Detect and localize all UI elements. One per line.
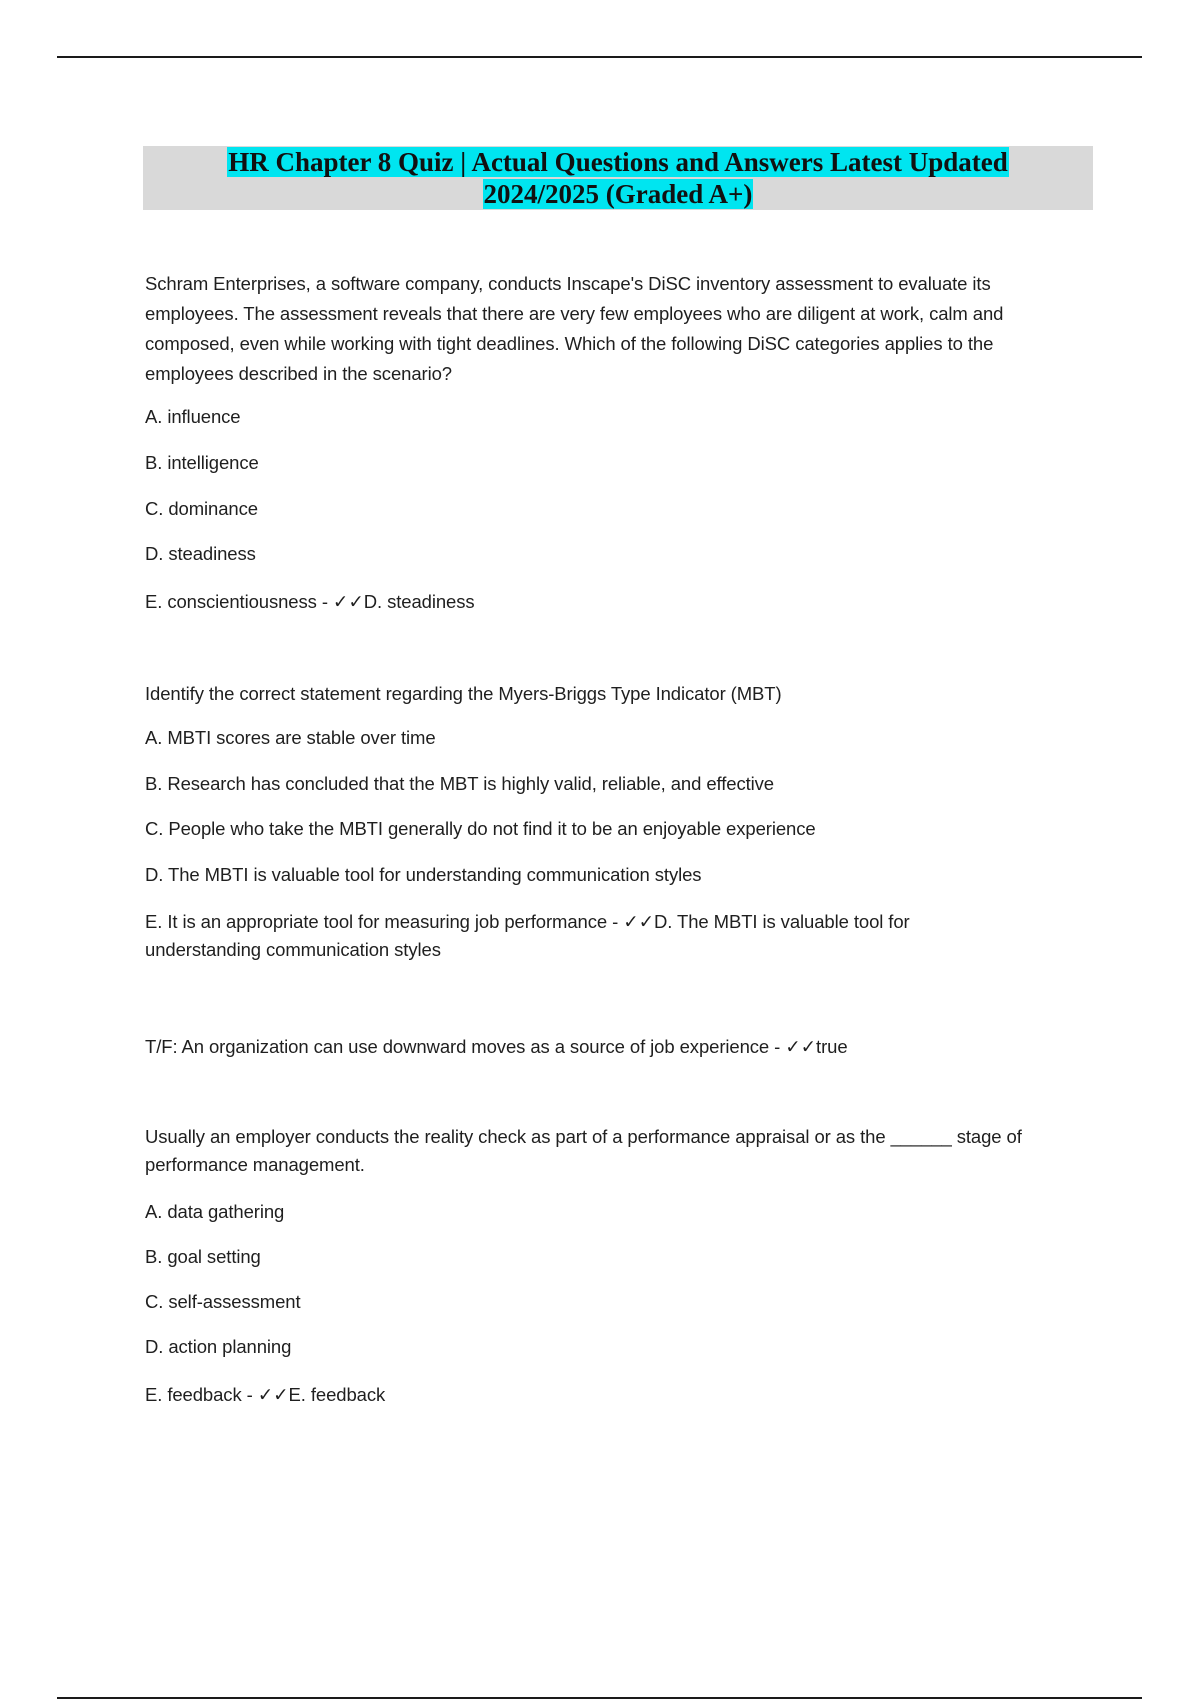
question-2-option-d: D. The MBTI is valuable tool for understanding communication styles (145, 864, 702, 885)
question-4-option-a: A. data gathering (145, 1201, 285, 1222)
question-1-option-a: A. influence (145, 406, 241, 427)
question-2-option-b: B. Research has concluded that the MBT is highly valid, reliable, and effective (145, 773, 774, 794)
question-1-option-b: B. intelligence (145, 452, 259, 473)
question-2-prompt: Identify the correct statement regarding the Myers-Briggs Type Indicator (MBT) (145, 683, 782, 704)
question-1-option-d: D. steadiness (145, 543, 256, 564)
bottom-divider (57, 1697, 1142, 1699)
question-3-prompt-answer: T/F: An organization can use downward moves as a source of job experience - ✓✓true (145, 1036, 848, 1057)
question-2-option-c: C. People who take the MBTI generally do not find it to be an enjoyable experience (145, 818, 816, 839)
question-4-prompt: Usually an employer conducts the reality check as part of a performance appraisal or as the ______ stage of performance management. (145, 1126, 1022, 1175)
question-4-option-b: B. goal setting (145, 1246, 261, 1267)
question-1-option-e-answer: E. conscientiousness - ✓✓D. steadiness (145, 591, 475, 612)
document-title (143, 146, 1093, 210)
question-2-option-a: A. MBTI scores are stable over time (145, 727, 436, 748)
question-2-option-e-answer: E. It is an appropriate tool for measuring job performance - ✓✓D. The MBTI is valuable tool for understanding communication styles (145, 911, 910, 960)
question-4-option-d: D. action planning (145, 1336, 292, 1357)
question-4-option-c: C. self-assessment (145, 1291, 301, 1312)
title-line-2: 2024/2025 (Graded A+) (483, 179, 753, 209)
question-4-option-e-answer: E. feedback - ✓✓E. feedback (145, 1384, 386, 1405)
question-1-option-c: C. dominance (145, 498, 258, 519)
title-line-1: HR Chapter 8 Quiz | Actual Questions and Answers Latest Updated (228, 147, 1008, 177)
top-divider (57, 56, 1142, 58)
question-1-prompt: Schram Enterprises, a software company, conducts Inscape's DiSC inventory assessment to evaluate its employees. The assessment reveals that there are very few employees who are diligent at work, calm and composed, even while working with tight deadlines. Which of the following DiSC categories applies to the employees described in the scenario? (145, 273, 1004, 384)
